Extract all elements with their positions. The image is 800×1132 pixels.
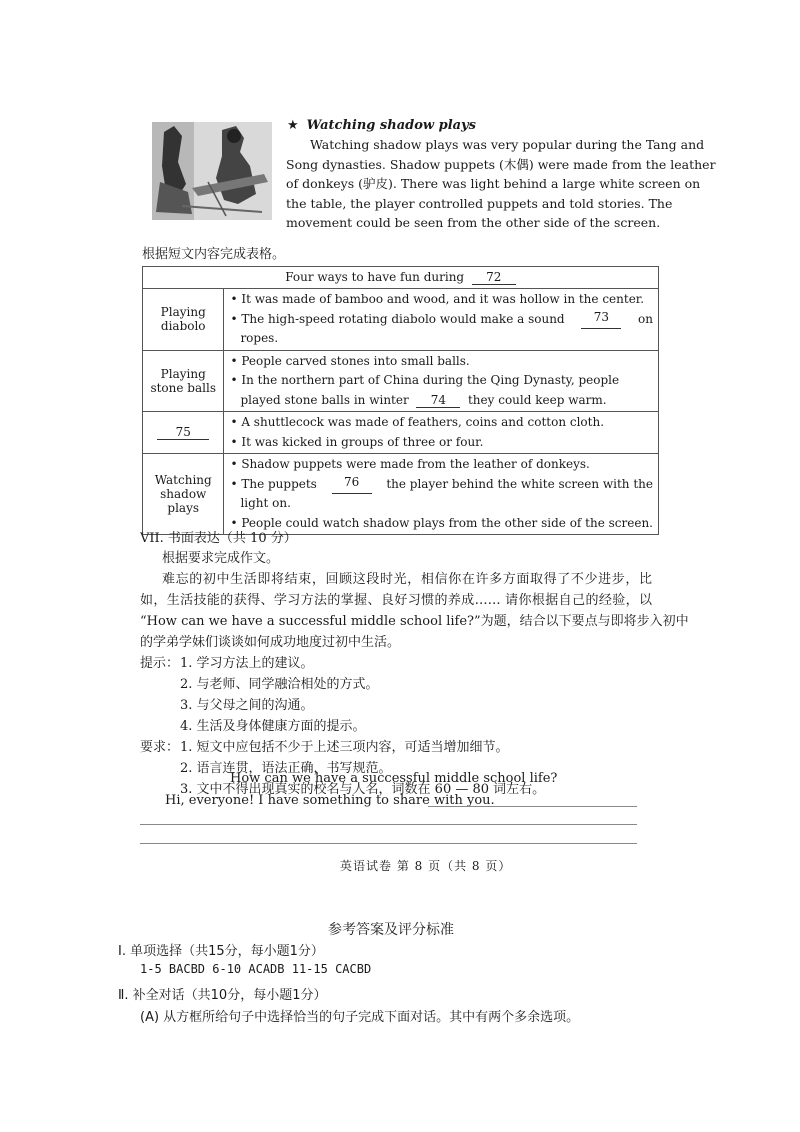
passage-heading xyxy=(287,117,476,133)
writing-instructions: 根据要求完成作文。 难忘的初中生活即将结束，回顾这段时光，相信你在许多方面取得了不少进步，比 如，生活技能的获得、学习方法的掌握、良好习惯的养成…… 请你根据自己的经验，以 “How can we have a successful middle school life?”为题，结合以下要点与即将步入初中 的学弟学妹们谈谈如何成功地度过初中生活。 提示：1. 学习方法上的建议。 2. 与老师、同学融洽相处的方式。 3. 与父母之间的沟通。 4. 生活及身体健康方面的提示。 要求：1. 短文中应包括不少于上述三项内容，可适当增加细节。 2. 语言连贯，语法正确，书写规范。 3. 文中不得出现真实的校名与人名，词数在 60 — 80 词左右。 xyxy=(140,551,689,797)
passage-line: Song dynasties. Shadow puppets (木偶) were made from the leather xyxy=(286,156,716,172)
row-label: Playing stone balls xyxy=(143,350,224,412)
passage-line: the table, the player controlled puppets and told stories. The xyxy=(286,195,673,211)
row-label: Playing diabolo xyxy=(143,289,224,351)
writing-line[interactable] xyxy=(428,806,637,807)
blank-73[interactable]: 73 xyxy=(581,310,621,330)
page-footer: 英语试卷 第 8 页（共 8 页） xyxy=(340,859,512,873)
answer-key-title: 参考答案及评分标准 xyxy=(328,922,454,938)
star-icon: ★ xyxy=(287,118,299,133)
blank-72[interactable]: 72 xyxy=(472,270,516,285)
passage-line: of donkeys (驴皮). There was light behind a large white screen on xyxy=(286,176,701,191)
blank-76[interactable]: 76 xyxy=(332,475,372,495)
blank-75[interactable]: 75 xyxy=(157,425,209,440)
passage-title: Watching shadow plays xyxy=(306,118,476,133)
row-content: • It was made of bamboo and wood, and it was hollow in the center. • The high-speed rotating diabolo would make a sound 73 on ropes. xyxy=(224,289,659,351)
shadow-puppet-photo xyxy=(152,122,272,220)
row-label xyxy=(143,412,224,454)
row-content: • Shadow puppets were made from the leather of donkeys. • The puppets 76 the player behind the white screen with the light on. • People could watch shadow plays from the other side of the screen. xyxy=(224,454,659,535)
writing-section-title: VII. 书面表达（共 10 分） xyxy=(140,531,297,546)
essay-opening: Hi, everyone! I have something to share with you. xyxy=(165,793,495,808)
answer-section-2a: (A) 从方框所给句子中选择恰当的句子完成下面对话。其中有两个多余选项。 xyxy=(140,1010,580,1025)
answer-list-1: 1-5 BACBD 6-10 ACADB 11-15 CACBD xyxy=(140,962,372,976)
row-content: • People carved stones into small balls. • In the northern part of China during the Qing Dynasty, people played stone balls in winter 74 they could keep warm. xyxy=(224,350,659,412)
table-instruction: 根据短文内容完成表格。 xyxy=(142,247,286,262)
writing-line[interactable] xyxy=(140,843,637,844)
fun-ways-table xyxy=(142,266,659,535)
table-header: Four ways to have fun during 72 xyxy=(143,267,659,289)
essay-title: How can we have a successful middle school life? xyxy=(230,771,558,786)
passage-line: movement could be seen from the other side of the screen. xyxy=(286,215,661,230)
blank-74[interactable]: 74 xyxy=(416,393,460,408)
passage-text xyxy=(286,135,716,233)
answer-section-2: Ⅱ. 补全对话（共10分，每小题1分） xyxy=(118,988,327,1003)
answer-section-1: Ⅰ. 单项选择（共15分，每小题1分） xyxy=(118,944,324,959)
row-label: Watching shadow plays xyxy=(143,454,224,535)
writing-line[interactable] xyxy=(140,824,637,825)
passage-line: Watching shadow plays was very popular during the Tang and xyxy=(310,137,705,152)
row-content: • A shuttlecock was made of feathers, coins and cotton cloth. • It was kicked in groups of three or four. xyxy=(224,412,659,454)
